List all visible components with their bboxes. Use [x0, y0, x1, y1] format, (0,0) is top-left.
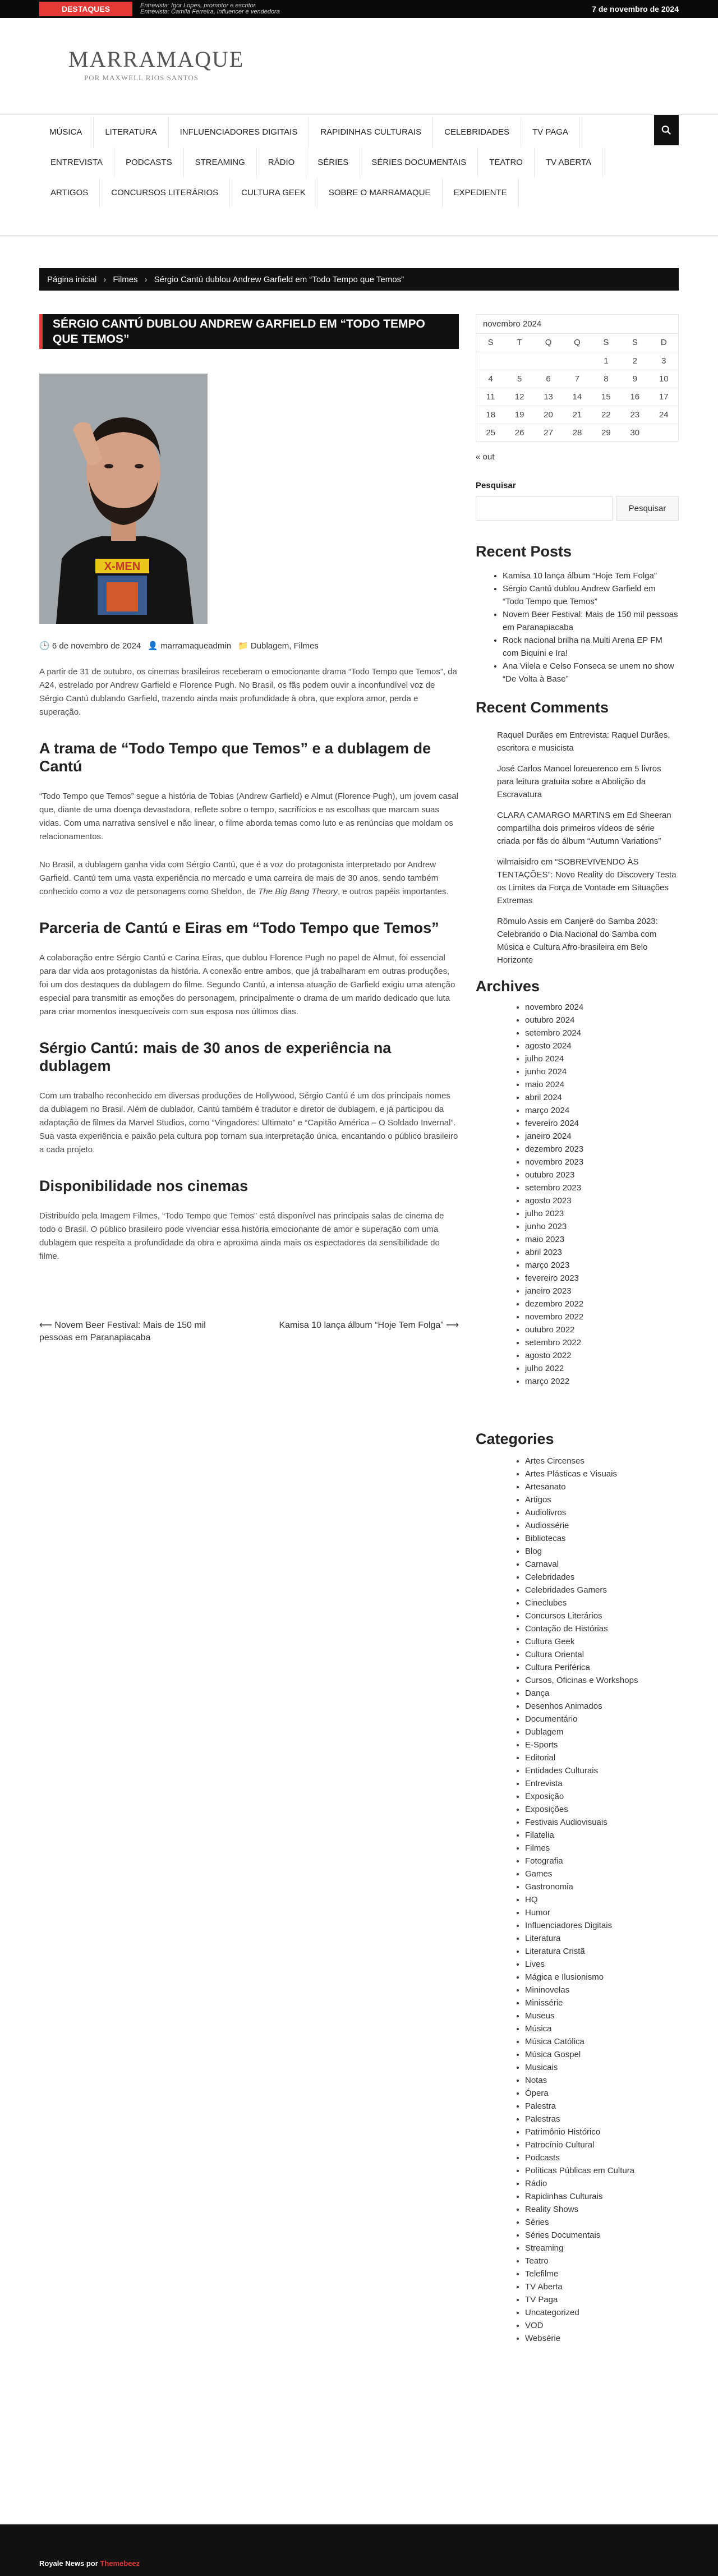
previous-post-link[interactable]: ⟵ Novem Beer Festival: Mais de 150 mil pessoas em Paranapiacaba — [39, 1321, 206, 1342]
archive-item[interactable]: • janeiro 2024 — [525, 1130, 679, 1143]
category-item[interactable]: • Filmes — [525, 1842, 679, 1855]
category-item[interactable]: • Influenciadores Digitais — [525, 1919, 679, 1932]
calendar-day: 23 — [620, 406, 649, 424]
footer-theme-link[interactable]: Themebeez — [100, 2559, 140, 2568]
archive-item[interactable]: • abril 2023 — [525, 1246, 679, 1259]
category-item[interactable]: • Teatro — [525, 2255, 679, 2267]
recent-comment-item[interactable]: wilmaisidro em “SOBREVIVENDO ÀS TENTAÇÕES”: Novo Reality do Discovery Testa os Limites da Força de Vontade em Situações Extremas — [497, 857, 676, 905]
clock-icon: 🕒 — [39, 641, 50, 651]
archive-item[interactable]: • novembro 2022 — [525, 1310, 679, 1323]
calendar-prev-link[interactable]: « out — [476, 452, 495, 462]
category-item[interactable]: • Séries Documentais — [525, 2229, 679, 2242]
recent-comments-list — [476, 729, 679, 967]
article-paragraph: Com um trabalho reconhecido em diversas produções de Hollywood, Sérgio Cantú é um dos principais nomes da dublagem no Brasil. Além de dublador, Cantú também é tradutor e diretor de dublagem, e já participou da adaptação de filmes da Marvel Studios, como “Vingadores: Ultimato” e “Capitão América – O Soldado Invernal”. Sua vasta experiência e paixão pela cultura pop tornam sua interpretação única, encantando o público brasileiro a cada projeto. — [39, 1091, 458, 1154]
category-item[interactable]: • Filatelia — [525, 1829, 679, 1842]
archive-item[interactable]: • março 2024 — [525, 1104, 679, 1117]
category-item[interactable]: • Celebridades Gamers — [525, 1584, 679, 1597]
footer-credit: Royale News por — [39, 2559, 100, 2568]
nav-item[interactable]: CONCURSOS LITERÁRIOS — [100, 178, 230, 208]
category-item[interactable]: • E-Sports — [525, 1738, 679, 1751]
category-item[interactable]: • Mágica e Ilusionismo — [525, 1971, 679, 1984]
calendar-day: 17 — [650, 388, 678, 406]
archive-item[interactable]: • agosto 2022 — [525, 1349, 679, 1362]
archive-item[interactable]: • maio 2024 — [525, 1078, 679, 1091]
category-item[interactable]: • Cursos, Oficinas e Workshops — [525, 1674, 679, 1687]
archives-title: Archives — [476, 978, 540, 995]
category-item[interactable]: • TV Paga — [525, 2293, 679, 2306]
next-post-link[interactable]: Kamisa 10 lança álbum “Hoje Tem Folga” ⟶ — [279, 1321, 459, 1330]
search-form — [476, 496, 679, 521]
calendar-day: 14 — [563, 388, 591, 406]
nav-item[interactable]: SÉRIES — [306, 148, 360, 178]
archives-list — [476, 1001, 679, 1388]
post-categories: 📁 Dublagem, Filmes — [238, 641, 319, 651]
nav-item[interactable]: EXPEDIENTE — [443, 178, 519, 208]
nav-item[interactable]: MÚSICA — [39, 117, 94, 148]
archive-item[interactable]: • junho 2023 — [525, 1220, 679, 1233]
calendar-day: 1 — [592, 352, 620, 370]
category-item[interactable]: • Mininovelas — [525, 1984, 679, 1997]
category-item[interactable]: • Carnaval — [525, 1558, 679, 1571]
recent-comment-item[interactable]: Rômulo Assis em Canjerê do Samba 2023: Celebrando o Dia Nacional do Samba com Música e Cultura Afro-brasileira em Belo Horizonte — [497, 917, 658, 965]
category-item[interactable]: • Festivais Audiovisuais — [525, 1816, 679, 1829]
calendar-day — [476, 352, 505, 370]
highlights-label: DESTAQUES — [39, 2, 132, 16]
category-item[interactable]: • Audiolivros — [525, 1506, 679, 1519]
breadcrumb-category[interactable]: Filmes — [113, 274, 138, 284]
calendar-day: 26 — [505, 424, 533, 441]
calendar-weekday: S — [620, 334, 649, 352]
category-item[interactable]: • Música Gospel — [525, 2048, 679, 2061]
calendar-day: 21 — [563, 406, 591, 424]
calendar-day: 16 — [620, 388, 649, 406]
sidebar — [476, 314, 679, 2345]
nav-item[interactable]: CULTURA GEEK — [230, 178, 317, 208]
calendar-caption: novembro 2024 — [476, 315, 678, 334]
calendar-day: 13 — [534, 388, 563, 406]
calendar-day: 2 — [620, 352, 649, 370]
category-item[interactable]: • Patrimônio Histórico — [525, 2126, 679, 2138]
archive-item[interactable]: • agosto 2024 — [525, 1039, 679, 1052]
article-heading: Parceria de Cantú e Eiras em “Todo Tempo que Temos” — [39, 919, 439, 936]
category-item[interactable]: • Exposições — [525, 1803, 679, 1816]
category-item[interactable]: • Telefilme — [525, 2267, 679, 2280]
breadcrumb-separator: › — [103, 274, 107, 284]
category-item[interactable]: • Artes Plásticas e Visuais — [525, 1468, 679, 1480]
category-item[interactable]: • Lives — [525, 1958, 679, 1971]
article-paragraph: No Brasil, a dublagem ganha vida com Sérgio Cantú, que é a voz do protagonista interpretado por Andrew Garfield. Cantú tem uma vasta experiência no mercado e uma carreira de mais de 30 anos, sendo também conhecido como a voz de personagens como Sheldon, de The Big Bang Theory, e outros papéis importantes. — [39, 860, 449, 896]
search-input[interactable] — [476, 496, 613, 521]
site-tagline: POR MAXWELL RIOS SANTOS — [84, 73, 199, 82]
calendar-day: 11 — [476, 388, 505, 406]
breadcrumb-separator: › — [144, 274, 148, 284]
search-label: Pesquisar — [476, 481, 516, 490]
calendar-day: 18 — [476, 406, 505, 424]
breadcrumb-home[interactable]: Página inicial — [47, 274, 97, 284]
category-item[interactable]: • Ópera — [525, 2087, 679, 2100]
calendar-day: 30 — [620, 424, 649, 441]
category-item[interactable]: • Palestras — [525, 2113, 679, 2126]
nav-item[interactable]: PODCASTS — [114, 148, 184, 178]
calendar-day — [534, 352, 563, 370]
search-toggle-button[interactable] — [654, 115, 679, 145]
recent-comment-item[interactable]: CLARA CAMARGO MARTINS em Ed Sheeran compartilha dois primeiros vídeos de série criada por fãs do álbum “Autumn Variations” — [497, 811, 671, 846]
top-bar — [0, 0, 718, 18]
calendar-day: 28 — [563, 424, 591, 441]
calendar-weekday: D — [650, 334, 678, 352]
article-paragraph: A colaboração entre Sérgio Cantú e Carina Eiras, que dublou Florence Pugh no papel de Almut, foi essencial para dar vida aos protagonistas da história. A conexão entre ambos, que já trabalharam em outras produções, foi um dos destaques da dublagem do filme. Segundo Cantú, a intensa atuação de Garfield exigiu uma atenção especial para transmitir as emoções do personagem, principalmente o drama de um marido dedicado que luta para criar momentos inesquecíveis com sua esposa nos últimos dias. — [39, 953, 455, 1016]
recent-posts-title: Recent Posts — [476, 543, 572, 560]
category-item[interactable]: • Cultura Oriental — [525, 1648, 679, 1661]
category-item[interactable]: • Cultura Periférica — [525, 1661, 679, 1674]
recent-post-item[interactable]: • Kamisa 10 lança álbum “Hoje Tem Folga” — [503, 569, 679, 582]
recent-post-item[interactable]: • Sérgio Cantú dublou Andrew Garfield em “Todo Tempo que Temos” — [503, 582, 679, 608]
user-icon: 👤 — [148, 641, 158, 651]
archive-item[interactable]: • junho 2024 — [525, 1065, 679, 1078]
category-item[interactable]: • Música — [525, 2022, 679, 2035]
article-heading: A trama de “Todo Tempo que Temos” e a dublagem de Cantú — [39, 740, 431, 775]
category-item[interactable]: • Humor — [525, 1906, 679, 1919]
category-item[interactable]: • Bibliotecas — [525, 1532, 679, 1545]
calendar-weekday: S — [592, 334, 620, 352]
archive-item[interactable]: • setembro 2023 — [525, 1181, 679, 1194]
calendar-day: 12 — [505, 388, 533, 406]
category-item[interactable]: • VOD — [525, 2319, 679, 2332]
calendar-day: 10 — [650, 370, 678, 388]
category-item[interactable]: • Blog — [525, 1545, 679, 1558]
article-paragraph: Distribuído pela Imagem Filmes, “Todo Tempo que Temos” está disponível nas principais salas de cinema de todo o Brasil. O público brasileiro pode vivenciar essa história emocionante de amor e superação com uma dublagem que respeita a profundidade da obra e aproxima ainda mais os espectadores da sensibilidade do filme. — [39, 1211, 444, 1261]
category-item[interactable]: • Games — [525, 1867, 679, 1880]
news-ticker[interactable] — [132, 3, 592, 15]
calendar-day — [505, 352, 533, 370]
category-item[interactable]: • Audiossérie — [525, 1519, 679, 1532]
folder-icon: 📁 — [238, 641, 248, 651]
nav-menu — [39, 115, 634, 208]
featured-image[interactable] — [39, 374, 208, 624]
category-item[interactable]: • Editorial — [525, 1751, 679, 1764]
archive-item[interactable]: • setembro 2024 — [525, 1027, 679, 1039]
archive-item[interactable]: • dezembro 2023 — [525, 1143, 679, 1156]
calendar-day — [563, 352, 591, 370]
calendar-day: 6 — [534, 370, 563, 388]
archive-item[interactable]: • janeiro 2023 — [525, 1285, 679, 1298]
nav-item[interactable]: TV ABERTA — [535, 148, 603, 178]
nav-item[interactable]: SÉRIES DOCUMENTAIS — [360, 148, 478, 178]
calendar-table — [476, 334, 678, 441]
calendar-weekday: T — [505, 334, 533, 352]
category-item[interactable]: • Podcasts — [525, 2151, 679, 2164]
nav-item[interactable]: RAPIDINHAS CULTURAIS — [309, 117, 433, 148]
category-link[interactable]: Filmes — [293, 641, 319, 651]
recent-posts-list — [476, 569, 679, 686]
archive-item[interactable]: • julho 2022 — [525, 1362, 679, 1375]
category-item[interactable]: • Dança — [525, 1687, 679, 1700]
calendar-day: 4 — [476, 370, 505, 388]
ticker-item[interactable]: Entrevista: Igor Lopes, promotor e escritor — [140, 3, 256, 9]
post-author[interactable]: 👤 marramaqueadmin — [148, 641, 232, 651]
category-item[interactable]: • Documentário — [525, 1713, 679, 1726]
category-item[interactable]: • Artesanato — [525, 1480, 679, 1493]
category-item[interactable]: • Musicais — [525, 2061, 679, 2074]
nav-item[interactable]: ARTIGOS — [39, 178, 100, 208]
category-link[interactable]: Dublagem — [250, 641, 289, 651]
calendar-day: 22 — [592, 406, 620, 424]
archive-item[interactable]: • julho 2024 — [525, 1052, 679, 1065]
portrait-photo — [39, 374, 208, 624]
nav-item[interactable]: TEATRO — [478, 148, 535, 178]
post-meta — [39, 641, 459, 651]
category-item[interactable]: • Notas — [525, 2074, 679, 2087]
nav-item[interactable]: SOBRE O MARRAMAQUE — [317, 178, 443, 208]
ticker-item[interactable]: Entrevista: Camila Ferreira, influencer e vendedora — [140, 8, 280, 15]
category-item[interactable]: • Séries — [525, 2216, 679, 2229]
recent-comments-title: Recent Comments — [476, 699, 609, 716]
recent-post-item[interactable]: • Ana Vilela e Celso Fonseca se unem no show “De Volta à Base” — [503, 660, 679, 686]
category-item[interactable]: • Palestra — [525, 2100, 679, 2113]
category-item[interactable]: • Websérie — [525, 2332, 679, 2345]
category-item[interactable]: • Entrevista — [525, 1777, 679, 1790]
calendar-day: 9 — [620, 370, 649, 388]
calendar-day: 19 — [505, 406, 533, 424]
calendar-day: 3 — [650, 352, 678, 370]
calendar-weekday: Q — [563, 334, 591, 352]
search-icon — [661, 125, 671, 135]
nav-item[interactable]: CELEBRIDADES — [433, 117, 521, 148]
post-date[interactable]: 🕒 6 de novembro de 2024 — [39, 641, 141, 651]
nav-item[interactable]: RÁDIO — [257, 148, 307, 178]
category-item[interactable]: • Patrocínio Cultural — [525, 2138, 679, 2151]
calendar-day: 24 — [650, 406, 678, 424]
category-item[interactable]: • TV Aberta — [525, 2280, 679, 2293]
category-item[interactable]: • Concursos Literários — [525, 1609, 679, 1622]
category-item[interactable]: • Cultura Geek — [525, 1635, 679, 1648]
category-item[interactable]: • Cineclubes — [525, 1597, 679, 1609]
article-paragraph: “Todo Tempo que Temos” segue a história de Tobias (Andrew Garfield) e Almut (Florence Pugh), um jovem casal que, diante de uma doença devastadora, reflete sobre o tempo, sacrifícios e as escolhas que marcam suas vidas. Com uma narrativa sensível e não linear, o filme aborda temas como luto e as renúncias que moldam os relacionamentos. — [39, 792, 459, 841]
archive-item[interactable]: • novembro 2023 — [525, 1156, 679, 1169]
category-item[interactable]: • Desenhos Animados — [525, 1700, 679, 1713]
calendar-day: 25 — [476, 424, 505, 441]
category-item[interactable]: • Exposição — [525, 1790, 679, 1803]
category-item[interactable]: • Uncategorized — [525, 2306, 679, 2319]
calendar-day: 5 — [505, 370, 533, 388]
category-item[interactable]: • Artes Circenses — [525, 1455, 679, 1468]
archive-item[interactable]: • julho 2023 — [525, 1207, 679, 1220]
calendar-weekday: S — [476, 334, 505, 352]
nav-item[interactable]: INFLUENCIADORES DIGITAIS — [169, 117, 310, 148]
current-date: 7 de novembro de 2024 — [592, 4, 679, 13]
archive-item[interactable]: • fevereiro 2024 — [525, 1117, 679, 1130]
nav-item[interactable]: STREAMING — [184, 148, 257, 178]
category-item[interactable]: • HQ — [525, 1893, 679, 1906]
category-item[interactable]: • Artigos — [525, 1493, 679, 1506]
category-item[interactable]: • Literatura Cristã — [525, 1945, 679, 1958]
calendar-day: 27 — [534, 424, 563, 441]
category-item[interactable]: • Fotografia — [525, 1855, 679, 1867]
category-item[interactable]: • Reality Shows — [525, 2203, 679, 2216]
archive-item[interactable]: • outubro 2024 — [525, 1014, 679, 1027]
archive-item[interactable]: • outubro 2022 — [525, 1323, 679, 1336]
calendar-day: 7 — [563, 370, 591, 388]
search-submit-button[interactable]: Pesquisar — [616, 496, 679, 521]
category-item[interactable]: • Celebridades — [525, 1571, 679, 1584]
archive-item[interactable]: • março 2023 — [525, 1259, 679, 1272]
recent-comment-item[interactable]: José Carlos Manoel loreuerenco em 5 livros para leitura gratuita sobre a Abolição da Escravatura — [497, 764, 661, 799]
svg-text:X-MEN: X-MEN — [104, 560, 141, 573]
category-item[interactable]: • Gastronomia — [525, 1880, 679, 1893]
nav-item[interactable]: ENTREVISTA — [39, 148, 114, 178]
category-item[interactable]: • Minissérie — [525, 1997, 679, 2009]
calendar-day: 8 — [592, 370, 620, 388]
calendar-day — [650, 424, 678, 441]
calendar-weekday: Q — [534, 334, 563, 352]
category-item[interactable]: • Dublagem — [525, 1726, 679, 1738]
site-header — [0, 18, 718, 114]
post-title: SÉRGIO CANTÚ DUBLOU ANDREW GARFIELD EM “TODO TEMPO QUE TEMOS” — [39, 314, 459, 349]
calendar-widget — [476, 314, 679, 442]
archive-item[interactable]: • outubro 2023 — [525, 1169, 679, 1181]
site-footer — [0, 2524, 718, 2576]
category-item[interactable]: • Rádio — [525, 2177, 679, 2190]
main-navigation — [0, 114, 718, 236]
calendar-day: 20 — [534, 406, 563, 424]
site-logo[interactable]: MARRAMAQUE — [68, 47, 245, 72]
category-item[interactable]: • Música Católica — [525, 2035, 679, 2048]
breadcrumb-current: Sérgio Cantú dublou Andrew Garfield em “Todo Tempo que Temos” — [154, 274, 404, 284]
calendar-day: 29 — [592, 424, 620, 441]
calendar-day: 15 — [592, 388, 620, 406]
nav-item[interactable]: TV PAGA — [521, 117, 580, 148]
categories-title: Categories — [476, 1430, 554, 1447]
category-item[interactable]: • Contação de Histórias — [525, 1622, 679, 1635]
article-body — [39, 665, 459, 1263]
category-item[interactable]: • Museus — [525, 2009, 679, 2022]
archive-item[interactable]: • maio 2023 — [525, 1233, 679, 1246]
nav-item[interactable]: LITERATURA — [94, 117, 168, 148]
article-paragraph: A partir de 31 de outubro, os cinemas brasileiros receberam o emocionante drama “Todo Tempo que Temos”, da A24, estrelado por Andrew Garfield e Florence Pugh. No Brasil, os fãs podem ouvir a inconfundível voz de Sérgio Cantú dublando Garfield, trazendo ainda mais profundidade à obra, que explora amor, perda e superação. — [39, 667, 457, 717]
archive-item[interactable]: • setembro 2022 — [525, 1336, 679, 1349]
breadcrumb — [39, 268, 679, 291]
recent-post-item[interactable]: • Novem Beer Festival: Mais de 150 mil pessoas em Paranapiacaba — [503, 608, 679, 634]
archive-item[interactable]: • março 2022 — [525, 1375, 679, 1388]
category-item[interactable]: • Literatura — [525, 1932, 679, 1945]
post-navigation — [39, 1319, 459, 1344]
category-item[interactable]: • Entidades Culturais — [525, 1764, 679, 1777]
archive-item[interactable]: • abril 2024 — [525, 1091, 679, 1104]
category-item[interactable]: • Políticas Públicas em Cultura — [525, 2164, 679, 2177]
article-heading: Disponibilidade nos cinemas — [39, 1177, 248, 1194]
archive-item[interactable]: • dezembro 2022 — [525, 1298, 679, 1310]
category-item[interactable]: • Streaming — [525, 2242, 679, 2255]
article-heading: Sérgio Cantú: mais de 30 anos de experiência na dublagem — [39, 1039, 392, 1074]
archive-item[interactable]: • fevereiro 2023 — [525, 1272, 679, 1285]
recent-post-item[interactable]: • Rock nacional brilha na Multi Arena EP FM com Biquini e Ira! — [503, 634, 679, 660]
main-content — [39, 314, 459, 2345]
archive-item[interactable]: • agosto 2023 — [525, 1194, 679, 1207]
categories-list — [476, 1455, 679, 2345]
archive-item[interactable]: • novembro 2024 — [525, 1001, 679, 1014]
category-item[interactable]: • Rapidinhas Culturais — [525, 2190, 679, 2203]
recent-comment-item[interactable]: Raquel Durães em Entrevista: Raquel Durães, escritora e musicista — [497, 730, 670, 753]
